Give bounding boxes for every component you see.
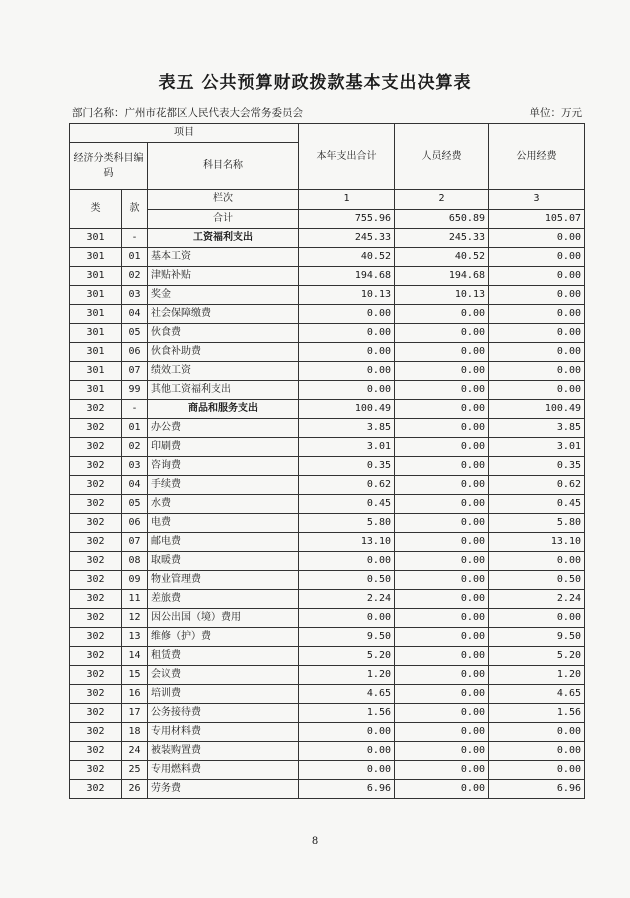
cell-lei: 302 [70,723,122,742]
table-row [70,343,585,362]
cell-subject-name: 维修（护）费 [148,628,299,647]
cell-subject-name: 办公费 [148,419,299,438]
cell-kuan: - [122,229,148,248]
cell-subject-name: 咨询费 [148,457,299,476]
cell-personnel: 0.00 [395,457,489,476]
cell-subject-name: 水费 [148,495,299,514]
header-item: 项目 [70,124,299,143]
cell-total: 4.65 [299,685,395,704]
cell-public: 3.85 [489,419,585,438]
cell-lei: 302 [70,685,122,704]
cell-kuan: 99 [122,381,148,400]
cell-personnel: 245.33 [395,229,489,248]
table-row [70,286,585,305]
cell-lei: 302 [70,533,122,552]
cell-kuan: - [122,400,148,419]
cell-total: 0.00 [299,552,395,571]
cell-subject-name: 邮电费 [148,533,299,552]
cell-lei: 302 [70,704,122,723]
cell-personnel: 0.00 [395,590,489,609]
cell-lei: 301 [70,362,122,381]
table-row [70,552,585,571]
cell-total: 10.13 [299,286,395,305]
cell-lei: 302 [70,780,122,799]
table-row [70,362,585,381]
cell-subject-name: 其他工资福利支出 [148,381,299,400]
cell-public: 0.45 [489,495,585,514]
cell-public: 0.00 [489,343,585,362]
cell-public: 0.00 [489,305,585,324]
cell-kuan: 18 [122,723,148,742]
cell-kuan: 01 [122,419,148,438]
header-econ-code: 经济分类科目编码 [70,143,148,190]
cell-kuan: 25 [122,761,148,780]
table-row [70,761,585,780]
cell-lei: 301 [70,381,122,400]
cell-personnel: 0.00 [395,761,489,780]
cell-public: 5.20 [489,647,585,666]
cell-kuan: 16 [122,685,148,704]
cell-total: 0.00 [299,723,395,742]
cell-subject-name: 取暖费 [148,552,299,571]
cell-lei: 302 [70,476,122,495]
cell-total: 0.62 [299,476,395,495]
cell-kuan: 01 [122,248,148,267]
expenditure-table [69,123,585,799]
cell-subject-name: 会议费 [148,666,299,685]
cell-lei: 301 [70,286,122,305]
cell-personnel: 194.68 [395,267,489,286]
cell-kuan: 11 [122,590,148,609]
cell-personnel: 40.52 [395,248,489,267]
page-number: 8 [311,836,319,847]
cell-lei: 302 [70,495,122,514]
table-row [70,533,585,552]
cell-total: 3.85 [299,419,395,438]
cell-lei: 301 [70,229,122,248]
cell-total: 0.00 [299,324,395,343]
table-row [70,248,585,267]
cell-public: 0.00 [489,381,585,400]
cell-personnel: 0.00 [395,400,489,419]
cell-total: 13.10 [299,533,395,552]
cell-lei: 302 [70,400,122,419]
cell-kuan: 04 [122,476,148,495]
cell-subject-name: 奖金 [148,286,299,305]
cell-personnel: 0.00 [395,381,489,400]
table-row [70,704,585,723]
cell-total: 0.00 [299,742,395,761]
table-row [70,590,585,609]
cell-total: 5.80 [299,514,395,533]
cell-lei: 301 [70,267,122,286]
cell-kuan: 06 [122,343,148,362]
unit-label: 单位：万元 [529,107,582,119]
cell-personnel: 0.00 [395,495,489,514]
cell-public: 0.35 [489,457,585,476]
cell-public: 0.00 [489,229,585,248]
cell-kuan: 26 [122,780,148,799]
cell-kuan: 03 [122,457,148,476]
cell-lei: 302 [70,609,122,628]
cell-kuan: 05 [122,324,148,343]
table-row [70,609,585,628]
cell-personnel: 0.00 [395,780,489,799]
cell-public: 0.00 [489,742,585,761]
cell-personnel: 0.00 [395,533,489,552]
cell-kuan: 02 [122,267,148,286]
sum-public: 105.07 [489,209,585,229]
cell-public: 0.00 [489,248,585,267]
header-subject-name: 科目名称 [148,143,299,190]
cell-total: 1.56 [299,704,395,723]
table-row [70,457,585,476]
cell-total: 0.50 [299,571,395,590]
cell-kuan: 06 [122,514,148,533]
cell-public: 0.50 [489,571,585,590]
cell-kuan: 24 [122,742,148,761]
table-row [70,628,585,647]
cell-personnel: 0.00 [395,723,489,742]
cell-total: 5.20 [299,647,395,666]
cell-total: 0.00 [299,362,395,381]
table-row [70,666,585,685]
cell-subject-name: 差旅费 [148,590,299,609]
table-row [70,742,585,761]
header-public: 公用经费 [489,124,585,190]
cell-personnel: 0.00 [395,305,489,324]
cell-subject-name: 社会保障缴费 [148,305,299,324]
cell-subject-name: 专用燃料费 [148,761,299,780]
cell-total: 245.33 [299,229,395,248]
cell-total: 0.45 [299,495,395,514]
cell-personnel: 0.00 [395,666,489,685]
cell-kuan: 17 [122,704,148,723]
table-row [70,647,585,666]
cell-public: 0.00 [489,362,585,381]
table-row [70,495,585,514]
cell-public: 0.00 [489,723,585,742]
cell-lei: 301 [70,305,122,324]
header-col2: 2 [395,190,489,210]
cell-total: 0.00 [299,343,395,362]
department-name: 部门名称：广州市花都区人民代表大会常务委员会 [72,107,303,119]
table-row [70,267,585,286]
cell-lei: 302 [70,571,122,590]
cell-total: 3.01 [299,438,395,457]
sum-total: 755.96 [299,209,395,229]
cell-kuan: 03 [122,286,148,305]
cell-subject-name: 工资福利支出 [148,229,299,248]
cell-lei: 302 [70,457,122,476]
cell-subject-name: 因公出国（境）费用 [148,609,299,628]
cell-total: 0.00 [299,761,395,780]
cell-subject-name: 印刷费 [148,438,299,457]
cell-subject-name: 基本工资 [148,248,299,267]
table-row [70,514,585,533]
cell-public: 0.00 [489,609,585,628]
table-row [70,571,585,590]
cell-lei: 302 [70,590,122,609]
table-row [70,324,585,343]
cell-public: 0.00 [489,267,585,286]
cell-personnel: 0.00 [395,704,489,723]
cell-lei: 302 [70,647,122,666]
cell-lei: 302 [70,666,122,685]
cell-public: 3.01 [489,438,585,457]
cell-personnel: 0.00 [395,628,489,647]
cell-subject-name: 津贴补贴 [148,267,299,286]
cell-personnel: 0.00 [395,571,489,590]
table-row [70,400,585,419]
header-col1: 1 [299,190,395,210]
cell-public: 0.62 [489,476,585,495]
cell-personnel: 0.00 [395,647,489,666]
cell-personnel: 0.00 [395,476,489,495]
cell-public: 2.24 [489,590,585,609]
cell-total: 194.68 [299,267,395,286]
cell-subject-name: 伙食补助费 [148,343,299,362]
cell-total: 1.20 [299,666,395,685]
cell-lei: 301 [70,343,122,362]
cell-subject-name: 租赁费 [148,647,299,666]
cell-lei: 302 [70,438,122,457]
cell-personnel: 0.00 [395,324,489,343]
header-total: 本年支出合计 [299,124,395,190]
cell-total: 0.00 [299,381,395,400]
cell-kuan: 07 [122,533,148,552]
cell-personnel: 0.00 [395,609,489,628]
cell-subject-name: 电费 [148,514,299,533]
cell-personnel: 0.00 [395,685,489,704]
sum-personnel: 650.89 [395,209,489,229]
cell-subject-name: 绩效工资 [148,362,299,381]
cell-personnel: 0.00 [395,552,489,571]
cell-personnel: 0.00 [395,514,489,533]
cell-subject-name: 物业管理费 [148,571,299,590]
cell-public: 1.20 [489,666,585,685]
cell-lei: 302 [70,742,122,761]
header-personnel: 人员经费 [395,124,489,190]
cell-lei: 302 [70,628,122,647]
cell-public: 100.49 [489,400,585,419]
cell-public: 13.10 [489,533,585,552]
table-row [70,381,585,400]
cell-lei: 302 [70,419,122,438]
cell-public: 4.65 [489,685,585,704]
table-title: 表五 公共预算财政拨款基本支出决算表 [158,73,472,93]
cell-kuan: 05 [122,495,148,514]
table-row [70,476,585,495]
cell-personnel: 10.13 [395,286,489,305]
header-col3: 3 [489,190,585,210]
cell-subject-name: 手续费 [148,476,299,495]
cell-kuan: 13 [122,628,148,647]
cell-personnel: 0.00 [395,438,489,457]
cell-subject-name: 商品和服务支出 [148,400,299,419]
cell-total: 0.00 [299,609,395,628]
header-column-no: 栏次 [148,190,299,210]
cell-personnel: 0.00 [395,343,489,362]
cell-total: 40.52 [299,248,395,267]
cell-total: 2.24 [299,590,395,609]
cell-kuan: 02 [122,438,148,457]
cell-kuan: 09 [122,571,148,590]
cell-kuan: 15 [122,666,148,685]
cell-public: 9.50 [489,628,585,647]
table-row [70,438,585,457]
cell-total: 100.49 [299,400,395,419]
cell-public: 1.56 [489,704,585,723]
cell-public: 0.00 [489,286,585,305]
table-row [70,780,585,799]
cell-personnel: 0.00 [395,419,489,438]
cell-personnel: 0.00 [395,362,489,381]
cell-subject-name: 劳务费 [148,780,299,799]
table-row [70,685,585,704]
cell-lei: 302 [70,761,122,780]
cell-kuan: 08 [122,552,148,571]
table-row [70,229,585,248]
header-kuan: 款 [122,190,148,229]
cell-total: 0.00 [299,305,395,324]
cell-kuan: 14 [122,647,148,666]
cell-public: 6.96 [489,780,585,799]
cell-lei: 301 [70,248,122,267]
cell-public: 5.80 [489,514,585,533]
cell-total: 0.35 [299,457,395,476]
cell-total: 6.96 [299,780,395,799]
header-lei: 类 [70,190,122,229]
cell-lei: 301 [70,324,122,343]
cell-subject-name: 伙食费 [148,324,299,343]
cell-lei: 302 [70,514,122,533]
cell-subject-name: 被装购置费 [148,742,299,761]
table-row [70,419,585,438]
cell-total: 9.50 [299,628,395,647]
cell-subject-name: 培训费 [148,685,299,704]
cell-public: 0.00 [489,761,585,780]
table-row [70,305,585,324]
cell-public: 0.00 [489,324,585,343]
cell-subject-name: 公务接待费 [148,704,299,723]
cell-kuan: 12 [122,609,148,628]
table-row [70,723,585,742]
cell-kuan: 04 [122,305,148,324]
cell-lei: 302 [70,552,122,571]
sum-label: 合计 [148,209,299,229]
cell-subject-name: 专用材料费 [148,723,299,742]
cell-kuan: 07 [122,362,148,381]
cell-public: 0.00 [489,552,585,571]
cell-personnel: 0.00 [395,742,489,761]
